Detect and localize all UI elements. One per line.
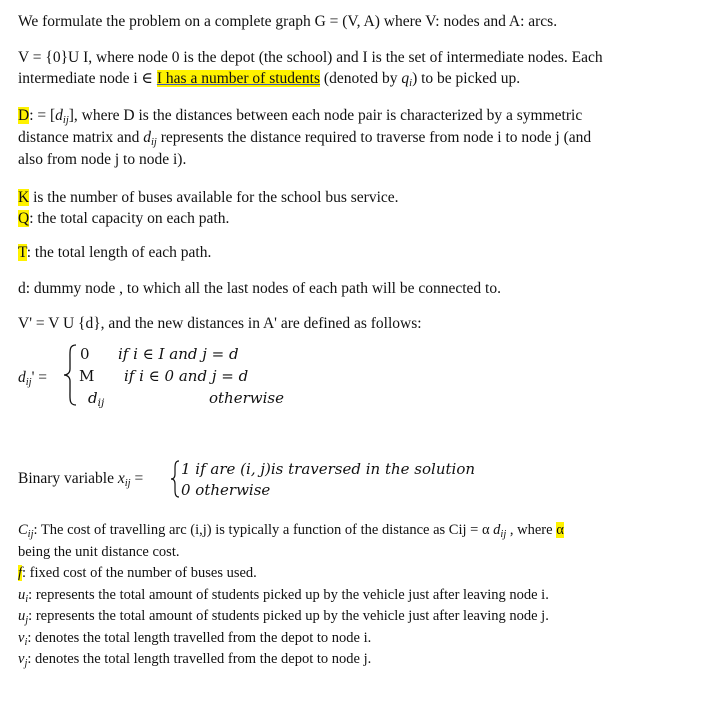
math-subscript: j — [24, 658, 28, 669]
math-subscript: ij — [27, 529, 34, 540]
piecewise-row1-value: 0 — [80, 345, 90, 363]
math-subscript: ij — [151, 137, 157, 148]
math-subscript: j — [25, 615, 29, 626]
binary-brace-icon — [170, 459, 180, 499]
math-symbol: C — [18, 522, 28, 538]
vertex-set-line: V = {0}U I, where node 0 is the depot (the school) and I is the set of intermediate nodes. Each — [18, 49, 603, 66]
text-span: is the number of buses available for the school bus service. — [29, 189, 399, 206]
math-symbol: u — [18, 587, 26, 603]
text-span: : = [ — [29, 107, 56, 124]
highlighted-symbol: f — [18, 565, 23, 581]
highlighted-symbol: Q — [18, 210, 30, 227]
intermediate-node-line — [18, 70, 520, 93]
binary-variable-label — [18, 470, 143, 493]
math-symbol: x — [117, 470, 125, 487]
text-span: ], where D is the distances between each node pair is characterized by a symmetric — [68, 107, 583, 124]
piecewise-row2-value: M — [79, 367, 95, 385]
highlighted-symbol: T — [18, 244, 27, 261]
highlighted-symbol: K — [18, 189, 30, 206]
vi-definition-line — [18, 629, 371, 652]
math-symbol: q — [401, 70, 410, 87]
buses-line — [18, 189, 399, 207]
piecewise-row3-condition: otherwise — [209, 389, 284, 407]
length-line — [18, 244, 211, 262]
math-symbol: d — [18, 369, 26, 386]
left-brace-icon — [62, 343, 78, 407]
text-span: ) to be picked up. — [412, 70, 521, 87]
text-span: intermediate node i ∈ — [18, 70, 157, 87]
capacity-line — [18, 210, 229, 228]
fixed-cost-line — [18, 564, 257, 582]
math-symbol: v — [18, 651, 25, 667]
text-span: : denotes the total length travelled from the depot to node i. — [27, 630, 372, 646]
cost-definition-line — [18, 521, 564, 544]
text-span: = — [130, 470, 144, 487]
math-subscript: i — [409, 78, 413, 89]
text-span: : the total length of each path. — [26, 244, 212, 261]
text-span: : The cost of travelling arc (i,j) is typically a function of the distance as Cij = α — [33, 522, 494, 538]
math-symbol: d — [88, 389, 98, 407]
piecewise-row2-condition: if i ∈ 0 and j = d — [124, 367, 249, 385]
intro-line: We formulate the problem on a complete graph G = (V, A) where V: nodes and A: arcs. — [18, 13, 558, 30]
highlighted-text: I has a number of students — [156, 70, 321, 87]
math-subscript: i — [24, 637, 28, 648]
highlighted-symbol: α — [556, 522, 564, 538]
distance-matrix-line-2 — [18, 129, 591, 152]
text-span: , where — [506, 522, 557, 538]
binary-case-2: 0 otherwise — [181, 481, 271, 499]
math-subscript: ij — [500, 529, 507, 540]
distance-matrix-line — [18, 107, 582, 130]
vj-definition-line — [18, 650, 371, 673]
text-span: ' = — [31, 369, 48, 386]
piecewise-row3-value — [88, 389, 104, 412]
dummy-node-line: d: dummy node , to which all the last nodes of each path will be connected to. — [18, 280, 501, 297]
text-span: : denotes the total length travelled from the depot to node j. — [27, 651, 372, 667]
piecewise-lhs — [18, 369, 47, 392]
text-span: : fixed cost of the number of buses used. — [22, 565, 257, 581]
math-subscript: i — [25, 594, 29, 605]
new-distances-line: V' = V U {d}, and the new distances in A' are defined as follows: — [18, 315, 422, 332]
text-span: : represents the total amount of students picked up by the vehicle just after leaving node i. — [28, 587, 549, 603]
math-subscript: ij — [25, 377, 32, 388]
binary-case-1: 1 if are (i, j)is traversed in the solution — [181, 460, 476, 478]
highlighted-symbol: D — [18, 107, 30, 124]
text-span: represents the distance required to traverse from node i to node j (and — [156, 129, 592, 146]
math-subscript: ij — [97, 397, 105, 409]
uj-definition-line — [18, 607, 549, 630]
text-span: : represents the total amount of students picked up by the vehicle just after leaving node j. — [28, 608, 549, 624]
math-subscript: ij — [62, 115, 69, 126]
text-span: distance matrix and — [18, 129, 144, 146]
math-subscript: ij — [124, 478, 131, 489]
piecewise-row1-condition: if i ∈ I and j = d — [118, 345, 239, 363]
math-symbol: d — [493, 522, 501, 538]
math-symbol: v — [18, 630, 25, 646]
distance-matrix-line-3: also from node j to node i). — [18, 151, 187, 168]
math-symbol: d — [55, 107, 63, 124]
text-span: : the total capacity on each path. — [29, 210, 230, 227]
math-symbol: d — [143, 129, 151, 146]
cost-definition-line-2: being the unit distance cost. — [18, 544, 180, 560]
text-span: Binary variable — [18, 470, 118, 487]
math-symbol: u — [18, 608, 26, 624]
text-span: (denoted by — [320, 70, 402, 87]
ui-definition-line — [18, 586, 549, 609]
